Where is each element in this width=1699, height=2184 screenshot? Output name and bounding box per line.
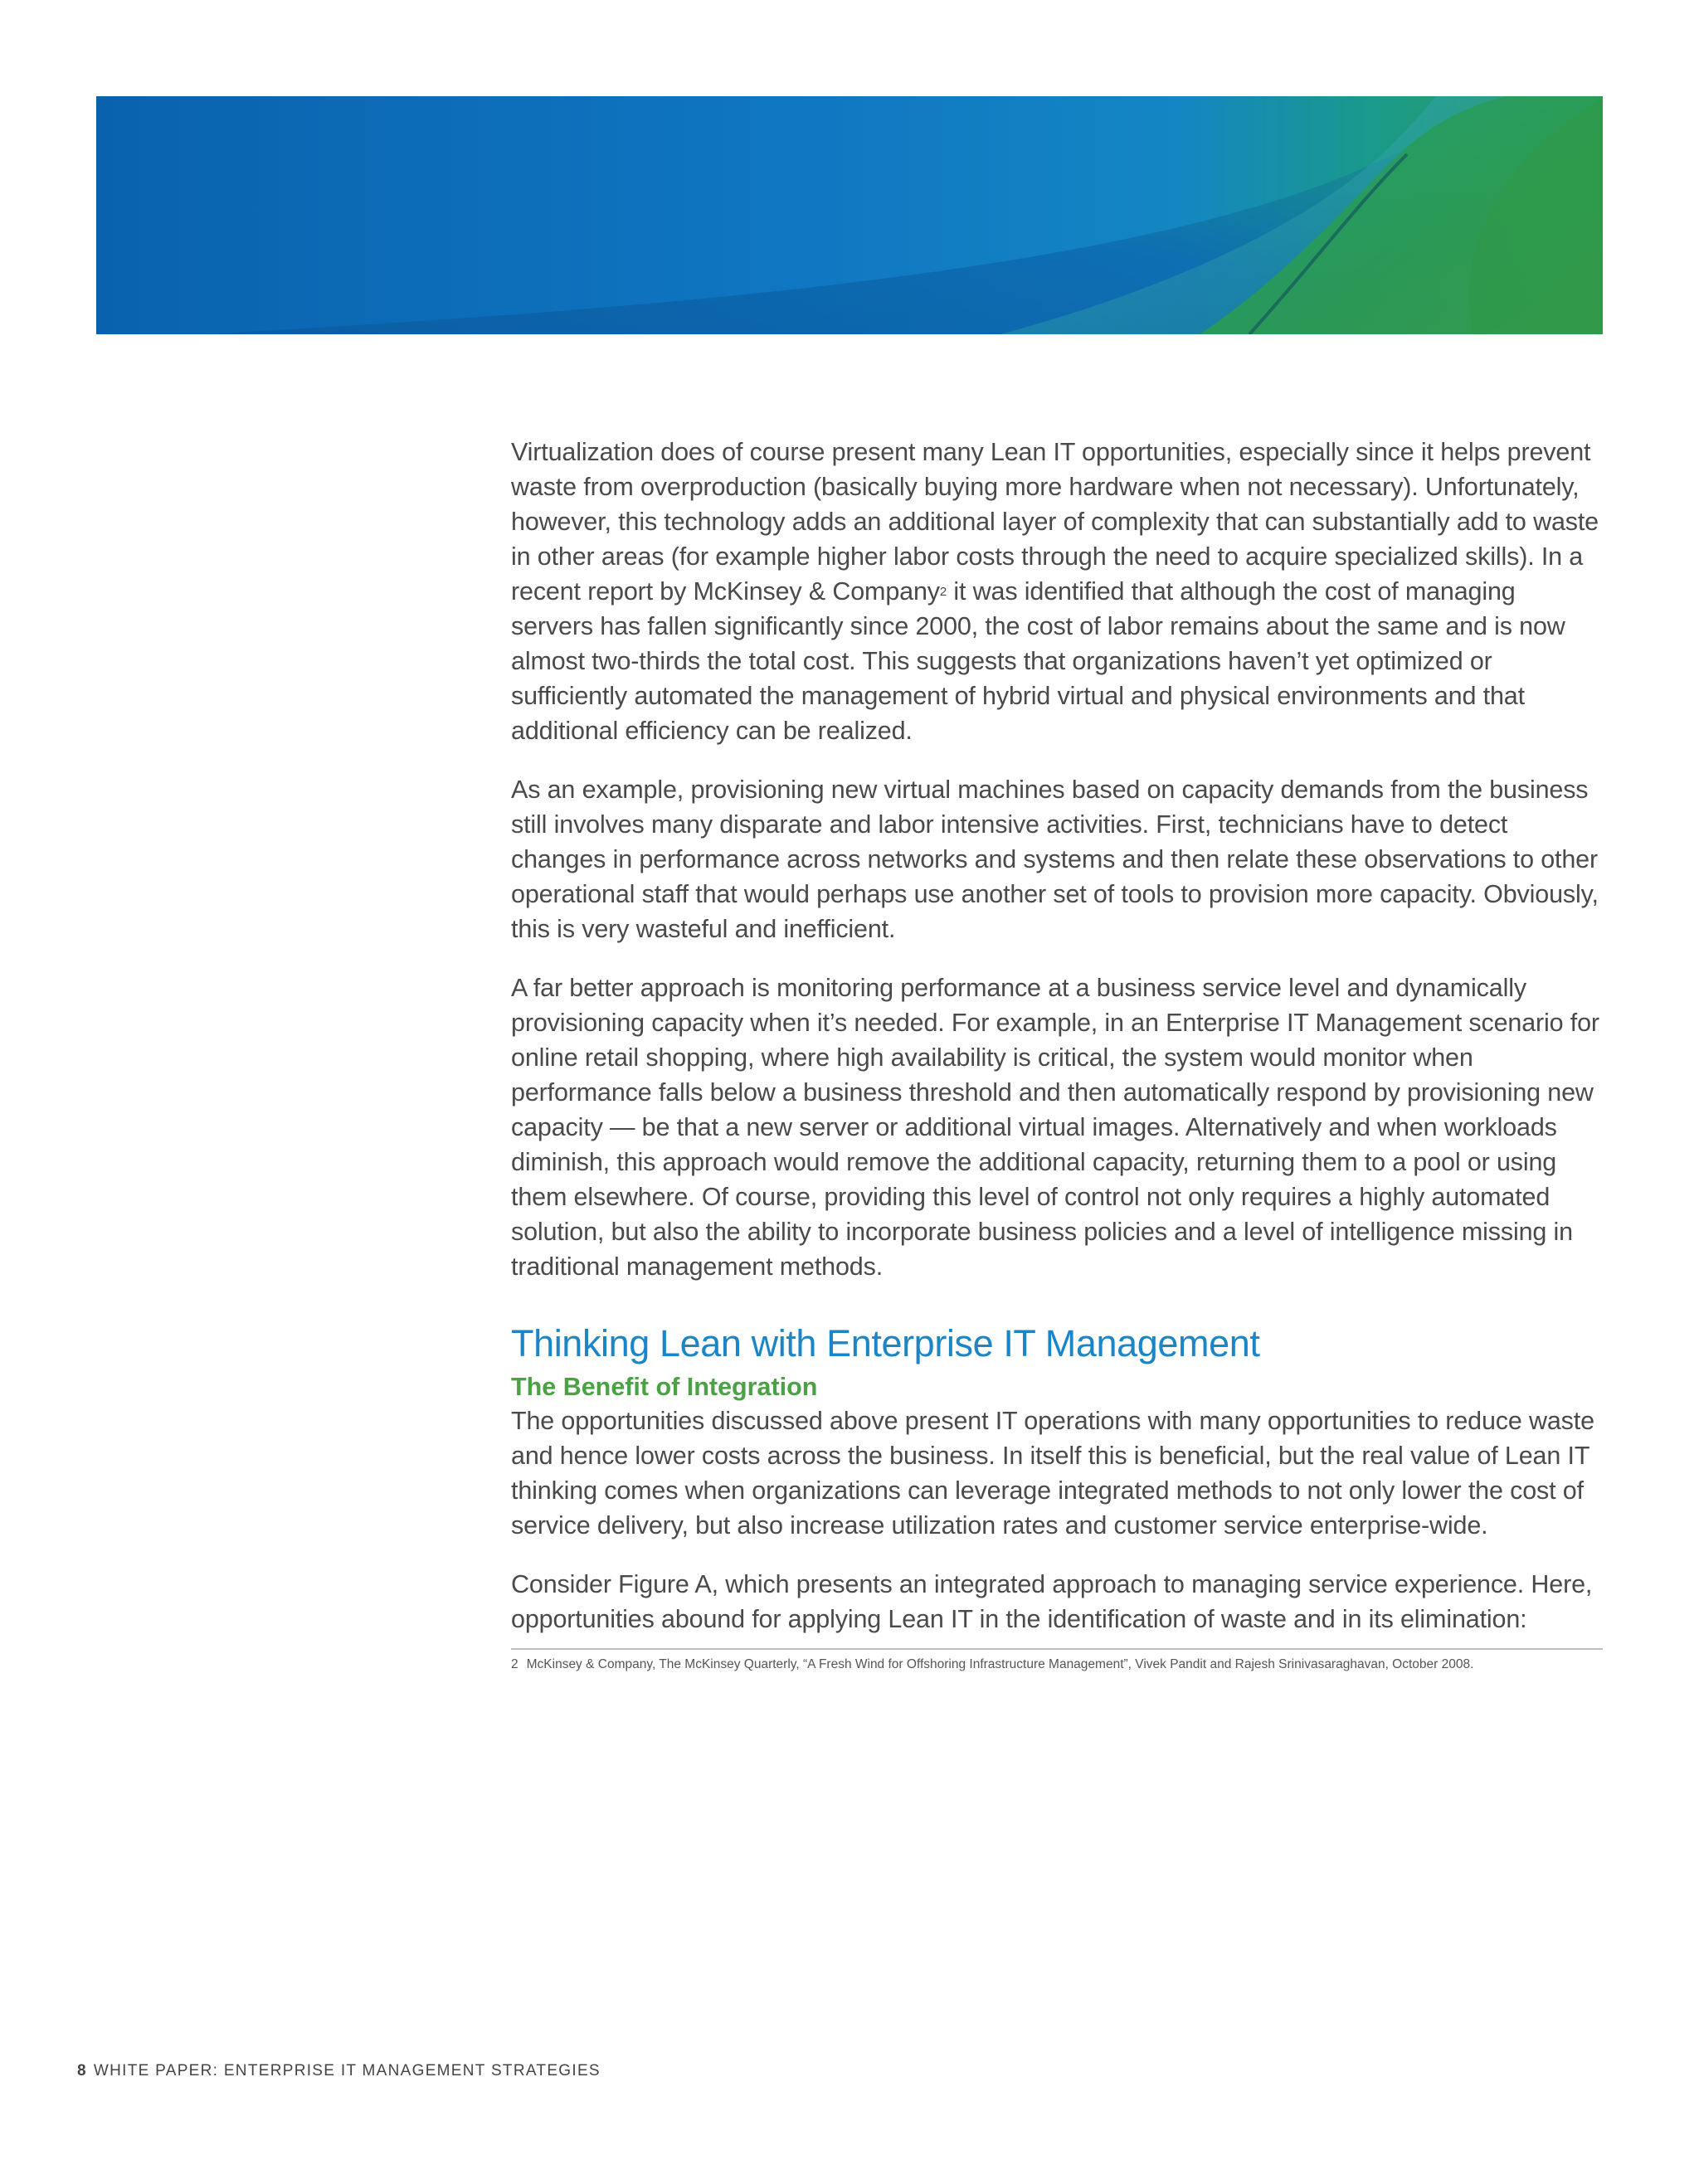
- body-paragraph: As an example, provisioning new virtual machines based on capacity demands from the business still involves many disparate and labor intensive activities. First, technicians have to detect changes in performance across networks and systems and then relate these observations to other operational staff that would perhaps use another set of tools to provision more capacity. Obviously, this is very wasteful and inefficient.: [511, 776, 1599, 943]
- page-footer: [77, 2061, 601, 2081]
- subheading: The Benefit of Integration: [511, 1373, 818, 1401]
- banner-graphic: [96, 96, 1603, 334]
- footnote-number: 2: [511, 1657, 518, 1671]
- header-banner: [96, 96, 1603, 334]
- page-number: 8: [77, 2062, 87, 2079]
- paragraph-text: Virtualization does of course present many Lean IT opportunities, especially since it helps prevent waste from overproduction (basically buying more hardware when not necessary). Unfortunately, however, this technology adds an additional layer of complexity that can substantially add to waste in other areas (for example higher labor costs through the need to acquire specialized skills). In a recent report by McKinsey & Company: [511, 438, 1599, 606]
- footer-title: WHITE PAPER: ENTERPRISE IT MANAGEMENT STRATEGIES: [93, 2062, 601, 2079]
- section-heading: Thinking Lean with Enterprise IT Management: [511, 1322, 1260, 1364]
- footnote: [511, 1656, 1603, 1674]
- paragraph-text: it was identified that although the cost of managing servers has fallen significantly since 2000, the cost of labor remains about the same and is now almost two-thirds the total cost. This suggests that organizations haven’t yet optimized or sufficiently automated the management of hybrid virtual and physical environments and that additional efficiency can be realized.: [511, 577, 1565, 745]
- body-paragraph: [511, 435, 1603, 748]
- footnote-reference: 2: [939, 585, 947, 599]
- body-paragraph: The opportunities discussed above present IT operations with many opportunities to reduce waste and hence lower costs across the business. In itself this is beneficial, but the real value of Lean IT thinking comes when organizations can leverage integrated methods to not only lower the cost of service delivery, but also increase utilization rates and customer service enterprise-wide.: [511, 1407, 1594, 1540]
- footnote-divider: [511, 1648, 1603, 1650]
- main-content: [511, 435, 1603, 1674]
- footnote-text: McKinsey & Company, The McKinsey Quarterly, “A Fresh Wind for Offshoring Infrastructure Management”, Vivek Pandit and Rajesh Srinivasaraghavan, October 2008.: [526, 1657, 1474, 1671]
- body-paragraph: Consider Figure A, which presents an integrated approach to managing service experience. Here, opportunities abound for applying Lean IT in the identification of waste and in its elimination:: [511, 1570, 1593, 1633]
- body-paragraph: A far better approach is monitoring performance at a business service level and dynamically provisioning capacity when it’s needed. For example, in an Enterprise IT Management scenario for online retail shopping, where high availability is critical, the system would monitor when performance falls below a business threshold and then automatically respond by provisioning new capacity — be that a new server or additional virtual images. Alternatively and when workloads diminish, this approach would remove the additional capacity, returning them to a pool or using them elsewhere. Of course, providing this level of control not only requires a highly automated solution, but also the ability to incorporate business policies and a level of intelligence missing in traditional management methods.: [511, 974, 1599, 1281]
